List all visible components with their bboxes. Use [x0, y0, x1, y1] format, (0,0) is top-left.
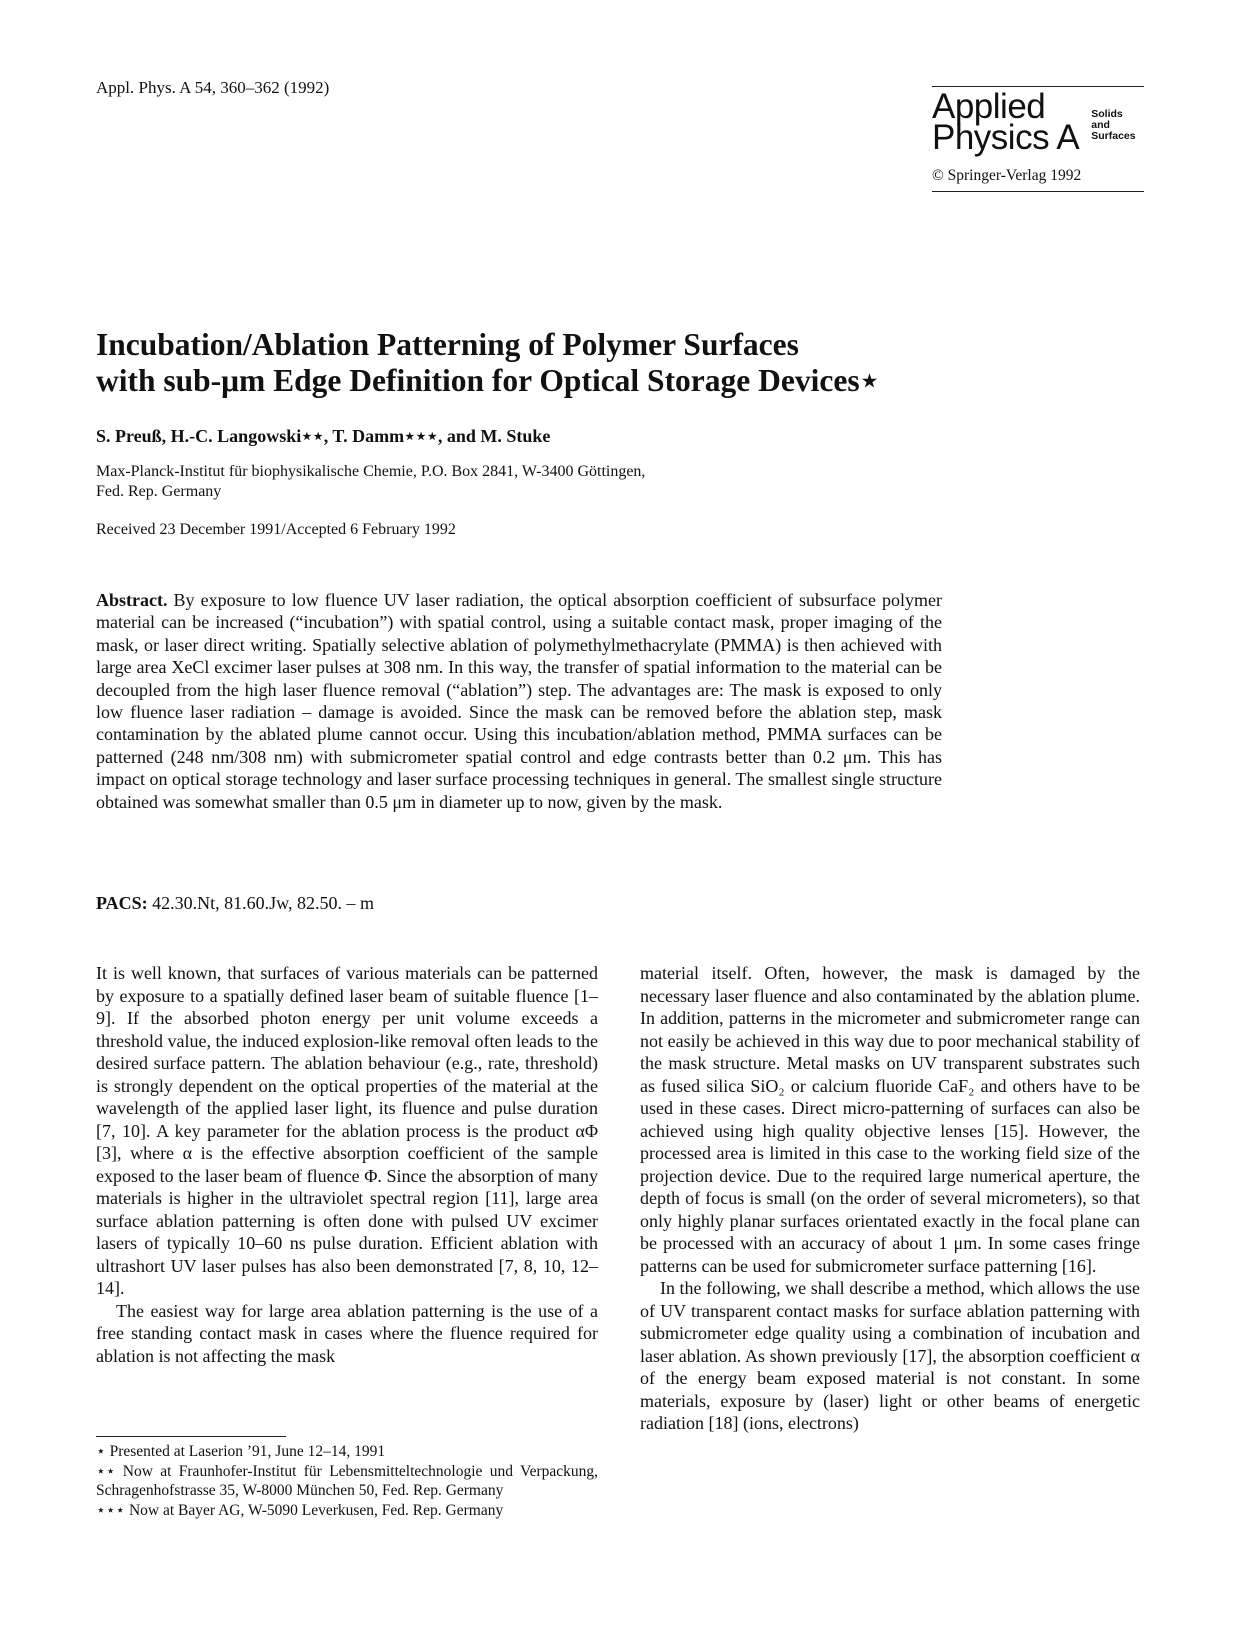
- footnote: ⋆⋆⋆ Now at Bayer AG, W-5090 Leverkusen, Fed. Rep. Germany: [96, 1502, 504, 1519]
- logo-subtitle-and: and: [1091, 118, 1110, 131]
- article-title: [96, 327, 1016, 399]
- pacs-text: 42.30.Nt, 81.60.Jw, 82.50. – m: [152, 893, 375, 913]
- logo-line-physics: Physics A: [932, 118, 1080, 157]
- title-line-2: with sub-μm Edge Definition for Optical Storage Devices⋆: [96, 363, 880, 398]
- logo-brand: [932, 87, 1144, 157]
- pacs-label: PACS:: [96, 893, 148, 913]
- logo-line-applied: Applied: [932, 87, 1046, 126]
- logo-subtitle: [1091, 109, 1135, 142]
- received-dates: Received 23 December 1991/Accepted 6 February 1992: [96, 521, 456, 538]
- body-paragraph: material itself. Often, however, the mask is damaged by the necessary laser fluence and also contaminated by the ablation plume. In addition, patterns in the micrometer and submicrometer range can not easily be achieved in this way due to poor mechanical stability of the mask structure. Metal masks on UV transparent substrates such as fused silica SiO₂ or calcium fluoride CaF₂ and others have to be used in these cases. Direct micro-patterning of surfaces can also be achieved using high quality objective lenses [15]. However, the processed area is limited in this case to the working field size of the projection device. Due to the required large numerical aperture, the depth of focus is small (on the order of several micrometers), so that only highly planar surfaces orientated exactly in the focal plane can be processed with an accuracy of about 1 μm. In some cases fringe patterns can be used for submicrometer surface patterning [16].: [640, 963, 1140, 1276]
- title-line-1: Incubation/Ablation Patterning of Polymer Surfaces: [96, 327, 799, 362]
- logo-bottom-rule: [932, 191, 1144, 192]
- body-paragraph: It is well known, that surfaces of various materials can be patterned by exposure to a spatially defined laser beam of suitable fluence [1–9]. If the absorbed photon energy per unit volume exceeds a threshold value, the induced explosion-like removal often leads to the desired surface pattern. The ablation behaviour (e.g., rate, threshold) is strongly dependent on the optical properties of the material at the wavelength of the applied laser light, its fluence and pulse duration [7, 10]. A key parameter for the ablation process is the product αΦ [3], where α is the effective absorption coefficient of the sample exposed to the laser beam of fluence Φ. Since the absorption of many materials is higher in the ultraviolet spectral region [11], large area surface ablation patterning is often done with pulsed UV excimer lasers of typically 10–60 ns pulse duration. Efficient ablation with ultrashort UV laser pulses has also been demonstrated [7, 8, 10, 12–14].: [96, 963, 598, 1298]
- body-column-left: [96, 962, 598, 1367]
- affiliation-line-2: Fed. Rep. Germany: [96, 483, 222, 500]
- footnote: ⋆ Presented at Laserion ’91, June 12–14, 1991: [96, 1443, 386, 1460]
- footnotes: [96, 1442, 598, 1521]
- footnote: ⋆⋆ Now at Fraunhofer-Institut für Lebensmitteltechnologie und Verpackung, Schragenhofstrasse 35, W-8000 München 50, Fed. Rep. Germany: [96, 1463, 598, 1499]
- abstract-label: Abstract.: [96, 590, 168, 610]
- body-paragraph: In the following, we shall describe a method, which allows the use of UV transparent contact masks for surface ablation patterning with submicrometer edge quality using a combination of incubation and laser ablation. As shown previously [17], the absorption coefficient α of the energy beam exposed material is not constant. In some materials, exposure by (laser) light or other beams of energetic radiation [18] (ions, electrons): [640, 1278, 1140, 1433]
- copyright-notice: © Springer-Verlag 1992: [932, 167, 1082, 184]
- footnote-divider: [96, 1436, 286, 1437]
- author-list: S. Preuß, H.-C. Langowski⋆⋆, T. Damm⋆⋆⋆, and M. Stuke: [96, 426, 551, 446]
- journal-logo: [932, 86, 1144, 192]
- abstract: [96, 589, 942, 813]
- journal-reference: Appl. Phys. A 54, 360–362 (1992): [96, 78, 330, 97]
- logo-subtitle-surfaces: Surfaces: [1091, 129, 1136, 142]
- body-paragraph: The easiest way for large area ablation patterning is the use of a free standing contact mask in cases where the fluence required for ablation is not affecting the mask: [96, 1300, 598, 1366]
- pacs-codes: [96, 893, 374, 914]
- body-column-right: [640, 962, 1140, 1435]
- affiliation: [96, 462, 776, 502]
- affiliation-line-1: Max-Planck-Institut für biophysikalische Chemie, P.O. Box 2841, W-3400 Göttingen,: [96, 463, 646, 480]
- logo-wordmark: [932, 87, 1080, 157]
- logo-subtitle-solids: Solids: [1091, 107, 1123, 120]
- abstract-text: By exposure to low fluence UV laser radiation, the optical absorption coefficient of subsurface polymer material can be increased (“incubation”) with spatial control, using a suitable contact mask, proper imaging of the mask, or laser direct writing. Spatially selective ablation of polymethylmethacrylate (PMMA) is then achieved with large area XeCl excimer laser pulses at 308 nm. In this way, the transfer of spatial information to the material can be decoupled from the high laser fluence removal (“ablation”) step. The advantages are: The mask is exposed to only low fluence laser radiation – damage is avoided. Since the mask can be removed before the ablation step, mask contamination by the ablated plume cannot occur. Using this incubation/ablation method, PMMA surfaces can be patterned (248 nm/308 nm) with submicrometer spatial control and edge contrasts better than 0.2 μm. This has impact on optical storage technology and laser surface processing techniques in general. The smallest single structure obtained was somewhat smaller than 0.5 μm in diameter up to now, given by the mask.: [96, 590, 942, 812]
